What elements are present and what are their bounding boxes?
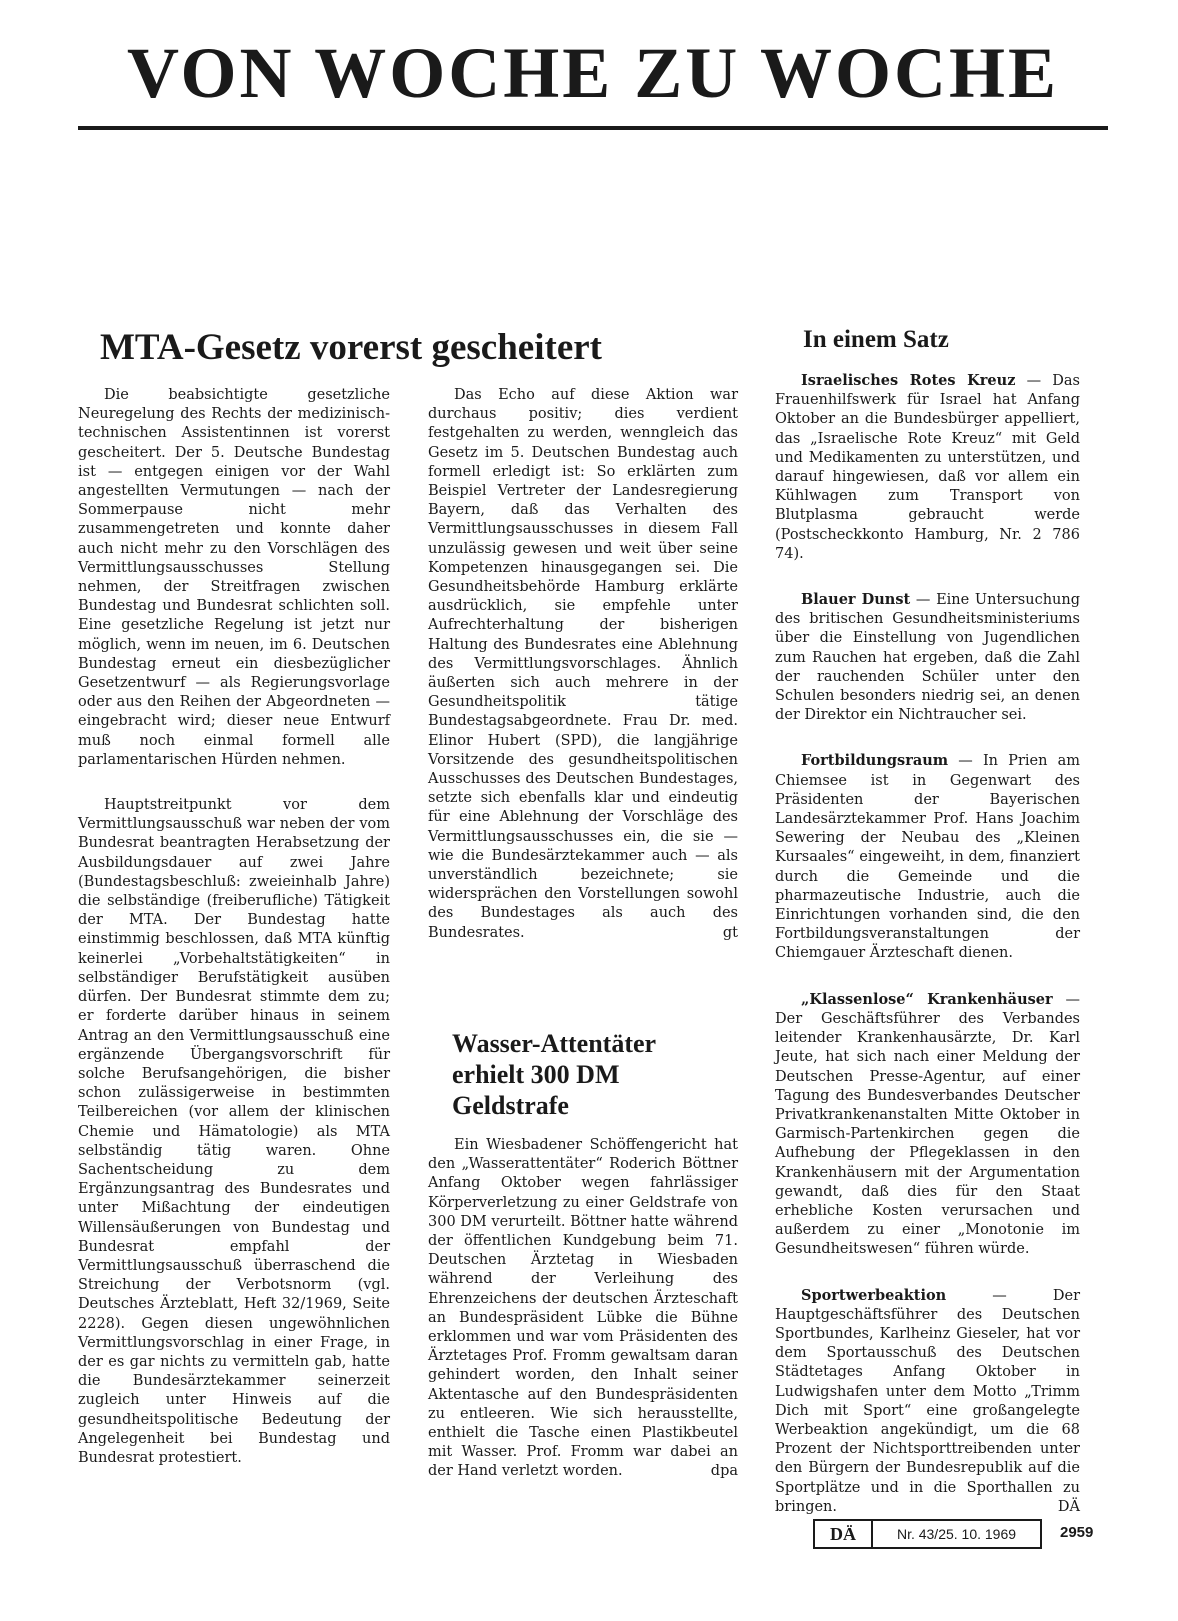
journal-logo: DÄ bbox=[815, 1521, 873, 1547]
author-signature: gt bbox=[722, 924, 738, 941]
paragraph: Das Echo auf diese Aktion war durchaus positiv; dies verdient festgehalten zu werden, wenngleich das Gesetz im 5. Deutschen Bundestag auch formell erledigt ist: So erklärten zum Beispiel Vertreter der Landesregierung Bayern, daß das Verhalten des Vermittlungsausschusses in diesem Fall unzulässig gewesen und weit über seine Kompetenzen hinausgegangen sei. Die Gesundheitsbehörde Hamburg erklärte ausdrücklich, sie empfehle unter Aufrechterhaltung der bisherigen Haltung des Bundesrates eine Ablehnung des Vermittlungsvorschlages. Ähnlich äußerten sich auch mehrere in der Gesundheitspolitik tätige Bundestagsabgeordnete. Frau Dr. med. Elinor Hubert (SPD), die langjährige Vorsitzende des gesundheitspolitischen Ausschusses des Deutschen Bundestages, setzte sich ebenfalls klar und eindeutig für eine Ablehnung der Vorschläge des Vermittlungsausschusses ein, die sie — wie die Bundesärztekammer auch — als unverständlich bezeichnete; sie widersprächen den Vorstellungen sowohl des Bundestages als auch des Bundesrates. gt bbox=[428, 386, 738, 943]
author-signature: DÄ bbox=[1057, 1498, 1080, 1515]
masthead-rule bbox=[78, 126, 1108, 130]
issue-box bbox=[813, 1519, 1042, 1549]
paragraph: Hauptstreitpunkt vor dem Vermittlungsausschuß war neben der vom Bundesrat beantragten Herabsetzung der Ausbildungsdauer auf zwei Jahre (Bundestagsbeschluß: zweieinhalb Jahre) die selbständige (freiberufliche) Tätigkeit der MTA. Der Bundestag hatte einstimmig beschlossen, daß MTA künftig keinerlei „Vorbehaltstätigkeiten“ in selbständiger Berufstätigkeit ausüben dürfen. Der Bundesrat stimmte dem zu; er forderte darüber hinaus in seinem Antrag an den Vermittlungsausschuß eine ergänzende Übergangsvorschrift für solche Berufsangehörigen, die bisher schon zulässigerweise in bestimmten Teilbereichen (vor allem der klinischen Chemie und Hämatologie) als MTA selbständig tätig waren. Ohne Sachentscheidung zu dem Ergänzungsantrag des Bundesrates und unter Mißachtung der eindeutigen Willensäußerungen von Bundestag und Bundesrat empfahl der Vermittlungsausschuß überraschend die Streichung der Verbotsnorm (vgl. Deutsches Ärzteblatt, Heft 32/1969, Seite 2228). Gegen diesen ungewöhnlichen Vermittlungsvorschlag in einer Frage, in der es gar nichts zu vermitteln gab, hatte die Bundesärztekammer seinerzeit zugleich unter Hinweis auf die gesundheitspolitische Bedeutung der Angelegenheit bei Bundestag und Bundesrat protestiert. bbox=[78, 797, 390, 1466]
article-title-mta: MTA-Gesetz vorerst gescheitert bbox=[100, 327, 602, 368]
article-title-wasser: Wasser-Attentäter erhielt 300 DM Geldstrafe bbox=[452, 1029, 656, 1120]
column-left bbox=[78, 386, 390, 1494]
news-keyword: Sportwerbeaktion bbox=[801, 1286, 947, 1304]
column-middle-bottom bbox=[428, 1136, 738, 1482]
paragraph: Die beabsichtigte gesetzliche Neuregelung des Rechts der medizinisch-technischen Assistentinnen ist vorerst gescheitert. Der 5. Deutsche Bundestag ist — entgegen einigen vor der Wahl angestellten Vermutungen — nach der Sommerpause nicht mehr zusammengetreten und konnte daher auch nicht mehr zu den Vorschlägen des Vermittlungsausschusses Stellung nehmen, der Streitfragen zwischen Bundestag und Bundesrat schlichten soll. Eine gesetzliche Regelung ist jetzt nur möglich, wenn im neuen, im 6. Deutschen Bundestag erneut ein diesbezüglicher Gesetzentwurf — als Regierungsvorlage oder aus den Reihen der Abgeordneten — eingebracht wird; dieser neue Entwurf muß noch einmal formell alle parlamentarischen Hürden nehmen. bbox=[78, 387, 390, 768]
news-keyword: Blauer Dunst bbox=[801, 591, 911, 609]
news-item: Sportwerbeaktion — Der Hauptgeschäftsführer des Deutschen Sportbundes, Karlheinz Gieseler, hat vor dem Sportausschuß des Deutschen Städtetages Anfang Oktober in Ludwigshafen unter dem Motto „Trimm Dich mit Sport“ eine großangelegte Werbeaktion angekündigt, um die 68 Prozent der Nichtsporttreibenden unter den Bürgern der Bundesrepublik auf die Sportplätze und in die Sporthallen zu bringen. DÄ bbox=[775, 1286, 1080, 1517]
news-item: Israelisches Rotes Kreuz — Das Frauenhilfswerk für Israel hat Anfang Oktober an die Bundesbürger appelliert, das „Israelische Rote Kreuz“ mit Geld und Medikamenten zu unterstützen, und darauf hingewiesen, daß vor allem ein Kühlwagen zum Transport von Blutplasma gebraucht werde (Postscheckkonto Hamburg, Nr. 2 786 74). bbox=[775, 372, 1080, 562]
news-keyword: Israelisches Rotes Kreuz bbox=[801, 372, 1016, 389]
news-item: Blauer Dunst — Eine Untersuchung des britischen Gesundheitsministeriums über die Einstellung von Jugendlichen zum Rauchen hat ergeben, daß die Zahl der rauchenden Schüler unter den Schulen besonders niedrig sei, an denen der Direktor ein Nichtraucher sei. bbox=[775, 591, 1080, 724]
news-keyword: Fortbildungsraum bbox=[801, 752, 949, 770]
news-item: „Klassenlose“ Krankenhäuser — Der Geschäftsführer des Verbandes leitender Krankenhausärzte, Dr. Karl Jeute, hat sich nach einer Meldung der Deutschen Presse-Agentur, auf einer Tagung des Bundesverbandes Deutscher Privatkrankenanstalten Mitte Oktober in Garmisch-Partenkirchen gegen die Aufhebung der Pflegeklassen in den Krankenhäusern mit der Argumentation gewandt, daß dies für den Staat erhebliche Kosten verursachen und außerdem zu einer „Monotonie im Gesundheitswesen“ führen würde. bbox=[775, 990, 1081, 1258]
paragraph: Ein Wiesbadener Schöffengericht hat den „Wasserattentäter“ Roderich Böttner Anfang Oktober wegen fahrlässiger Körperverletzung zu einer Geldstrafe von 300 DM verurteilt. Böttner hatte während der öffentlichen Kundgebung beim 71. Deutschen Ärztetag in Wiesbaden während der Verleihung des Ehrenzeichens der deutschen Ärzteschaft an Bundespräsident Lübke die Bühne erklommen und war vom Präsidenten des Ärztetages Prof. Fromm gewaltsam daran gehindert worden, den Inhalt seiner Aktentasche auf den Bundespräsidenten zu entleeren. Wie sich herausstellte, enthielt die Tasche einen Plastikbeutel mit Wasser. Prof. Fromm war dabei an der Hand verletzt worden. dpa bbox=[428, 1136, 738, 1482]
news-keyword: „Klassenlose“ Krankenhäuser bbox=[801, 990, 1053, 1008]
news-item: Fortbildungsraum — In Prien am Chiemsee ist in Gegenwart des Präsidenten der Bayerischen Landesärztekammer Prof. Hans Joachim Sewering der Neubau des „Kleinen Kursaales“ eingeweiht, in dem, finanziert durch die Gemeinde und die pharmazeutische Industrie, auch die Einrichtungen vorhanden sind, die den Fortbildungsveranstaltungen der Chiemgauer Ärzteschaft dienen. bbox=[775, 752, 1080, 962]
masthead: VON WOCHE ZU WOCHE bbox=[126, 33, 1060, 113]
issue-number: Nr. 43/25. 10. 1969 bbox=[896, 1526, 1017, 1542]
sidebar-title: In einem Satz bbox=[803, 326, 949, 353]
column-middle-top bbox=[428, 386, 738, 943]
author-signature: dpa bbox=[710, 1463, 738, 1480]
page-number: 2959 bbox=[1060, 1524, 1094, 1541]
column-right bbox=[775, 371, 1080, 1517]
